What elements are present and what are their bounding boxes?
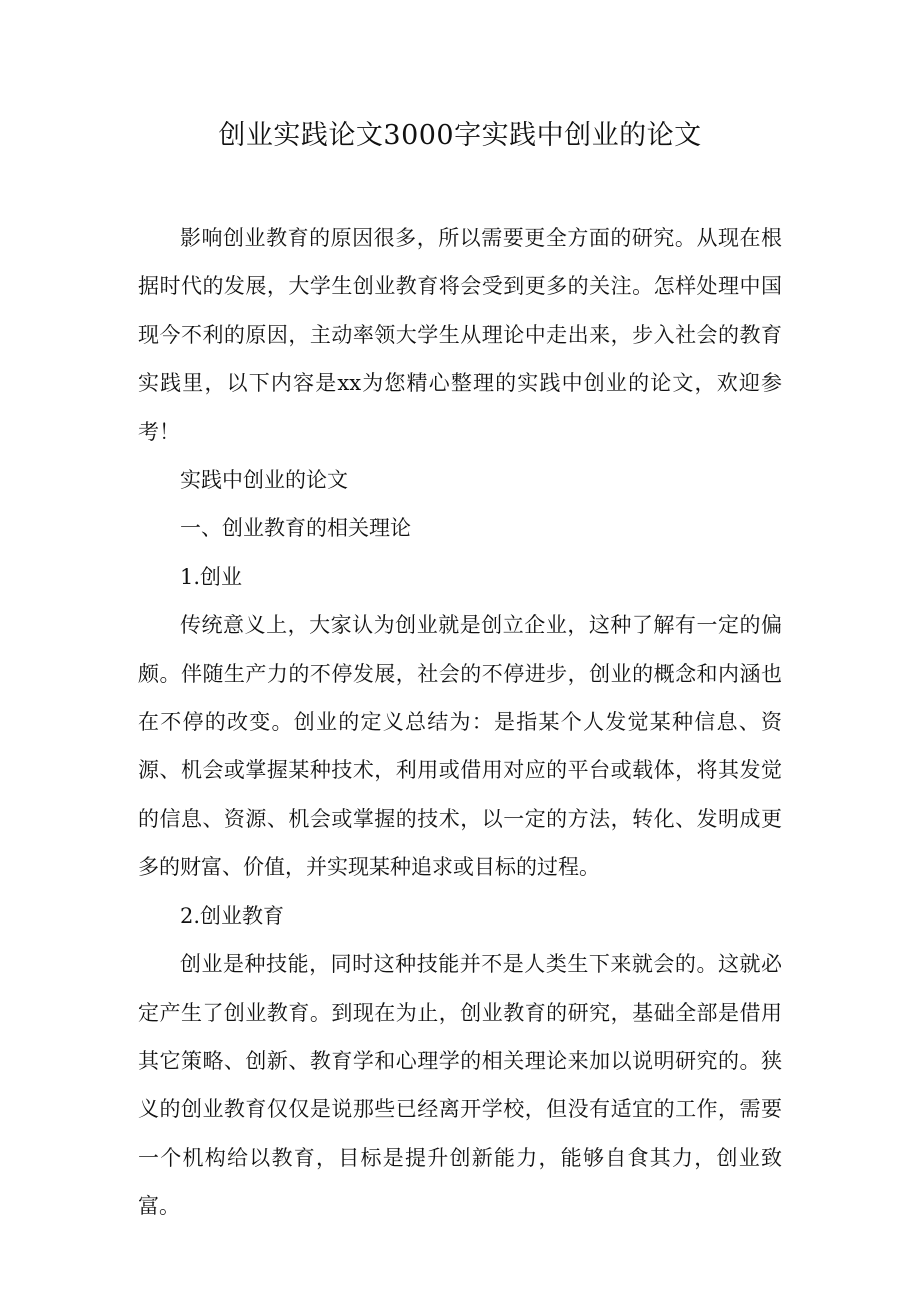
entrepreneurship-paragraph: 传统意义上，大家认为创业就是创立企业，这种了解有一定的偏颇。伴随生产力的不停发展，社会的不停进步，创业的概念和内涵也在不停的改变。创业的定义总结为：是指某个人发觉某种信息、资源、机会或掌握某种技术，利用或借用对应的平台或载体，将其发觉的信息、资源、机会或掌握的技术，以一定的方法，转化、发明成更多的财富、价值，并实现某种追求或目标的过程。 [138,613,782,880]
entrepreneurship-education-paragraph: 创业是种技能，同时这种技能并不是人类生下来就会的。这就必定产生了创业教育。到现在为止，创业教育的研究，基础全部是借用其它策略、创新、教育学和心理学的相关理论来加以说明研究的。狭义的创业教育仅仅是说那些已经离开学校，但没有适宜的工作，需要一个机构给以教育，目标是提升创新能力，能够自食其力，创业致富。 [138,952,782,1219]
subsection-heading-2: 2.创业教育 [180,903,285,928]
subtitle-heading: 实践中创业的论文 [180,468,348,493]
document-body [138,214,782,1231]
section-heading-1: 一、创业教育的相关理论 [180,516,411,541]
subsection-heading-1: 1.创业 [180,564,243,589]
document-title: 创业实践论文3000字实践中创业的论文 [218,120,702,151]
intro-paragraph: 影响创业教育的原因很多，所以需要更全方面的研究。从现在根据时代的发展，大学生创业教育将会受到更多的关注。怎样处理中国现今不利的原因，主动率领大学生从理论中走出来，步入社会的教育实践里，以下内容是xx为您精心整理的实践中创业的论文，欢迎参考！ [138,226,782,444]
